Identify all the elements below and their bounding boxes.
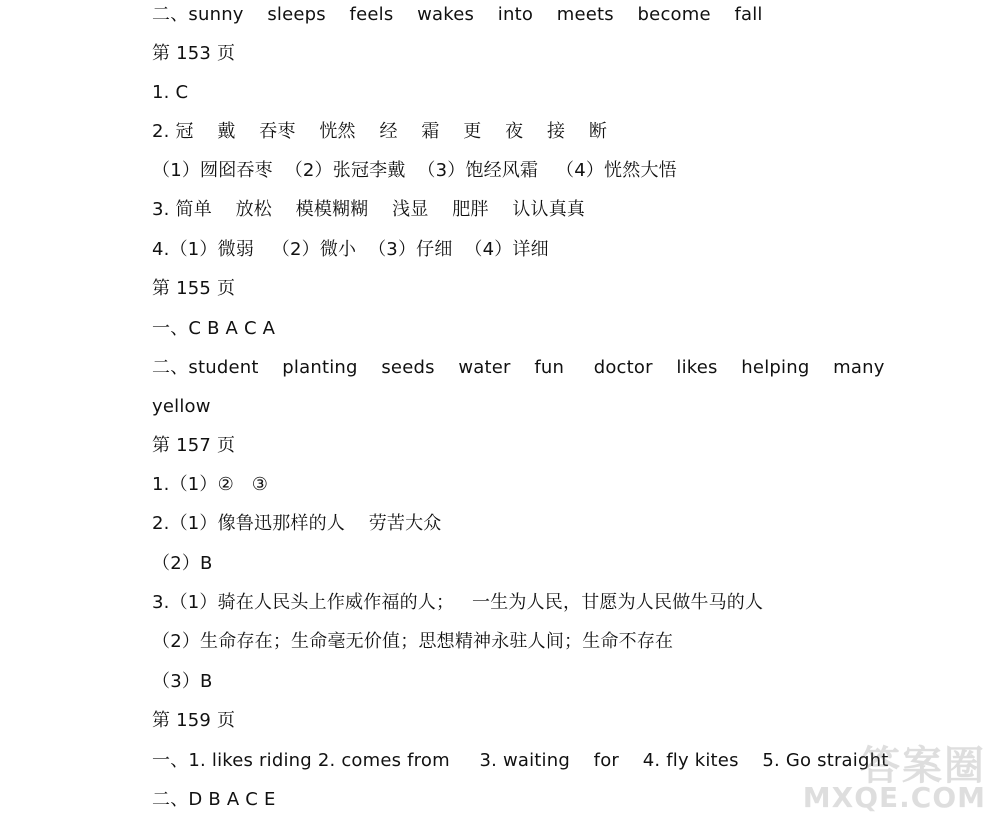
answer-line: 一、C B A C A [152, 318, 276, 339]
answer-line: 4.（1）微弱 （2）微小 （3）仔细 （4）详细 [152, 239, 549, 260]
answer-line: 3.（1）骑在人民头上作威作福的人； 一生为人民，甘愿为人民做牛马的人 [152, 592, 764, 613]
answer-line: 二、D B A C E [152, 789, 276, 810]
answer-line: （2）生命存在；生命毫无价值；思想精神永驻人间；生命不存在 [152, 631, 674, 652]
page-heading: 第 159 页 [152, 710, 236, 731]
answer-line: 一、1. likes riding 2. comes from 3. waiting for 4. fly kites 5. Go straight [152, 750, 889, 771]
answer-line: yellow [152, 396, 211, 417]
answer-line: （1）囫囵吞枣 （2）张冠李戴 （3）饱经风霜 （4）恍然大悟 [152, 160, 677, 181]
watermark-logo-text: 答案圈 [860, 743, 986, 789]
answer-line: 2. 冠 戴 吞枣 恍然 经 霜 更 夜 接 断 [152, 121, 608, 142]
answer-line: （2）B [152, 553, 213, 574]
answer-line: 1.（1）② ③ [152, 474, 269, 495]
answer-line: 二、sunny sleeps feels wakes into meets become fall [152, 4, 763, 25]
site-watermark [796, 734, 986, 814]
page-heading: 第 157 页 [152, 435, 236, 456]
watermark-url: MXQE.COM [802, 781, 986, 814]
page-heading: 第 155 页 [152, 278, 236, 299]
answer-line: 二、student planting seeds water fun doctor likes helping many [152, 357, 885, 378]
answer-line: 3. 简单 放松 模模糊糊 浅显 肥胖 认认真真 [152, 199, 586, 220]
answer-line: 1. C [152, 82, 189, 103]
page-heading: 第 153 页 [152, 43, 236, 64]
answer-line: 2.（1）像鲁迅那样的人 劳苦大众 [152, 513, 442, 534]
answer-line: （3）B [152, 671, 213, 692]
